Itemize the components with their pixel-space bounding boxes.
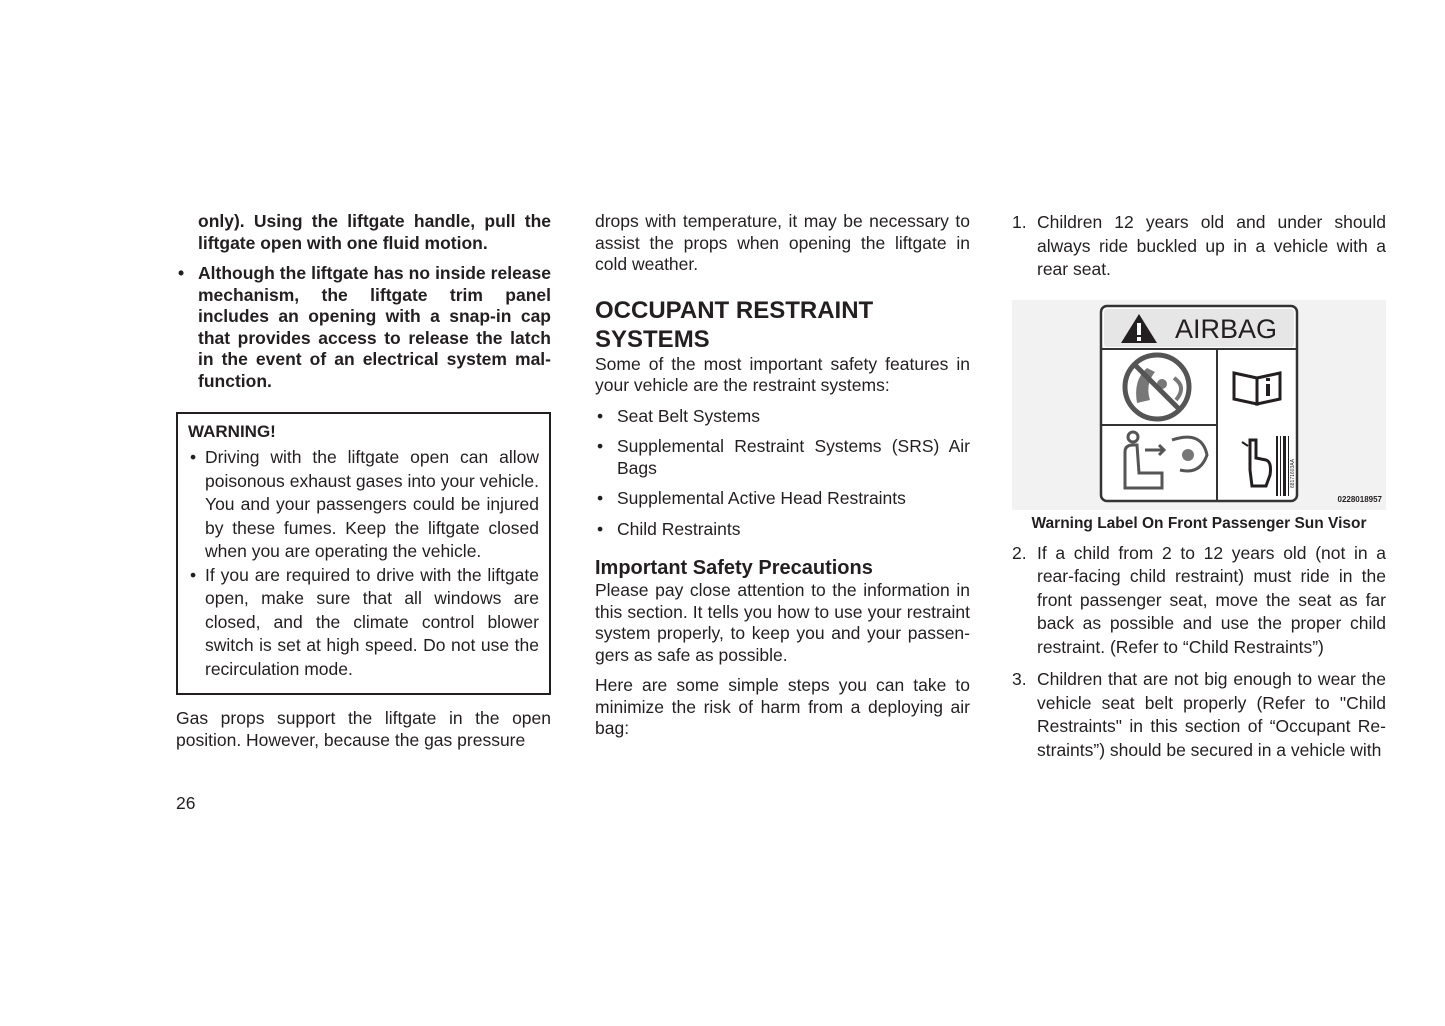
- numbered-item: [1012, 668, 1386, 762]
- bullet-text: Supplemental Restraint Systems (SRS) Air Bags: [617, 436, 970, 478]
- warning-box: [176, 412, 551, 695]
- left-column: [176, 211, 551, 751]
- label-title-text: AIRBAG: [1175, 313, 1278, 344]
- warning-item-text: If you are required to drive with the liftgate open, make sure that all windows are closed, and the climate control blower switch is set at high speed. Do not use the recirculation mode.: [205, 564, 539, 679]
- label-side-code: 68171603AA: [1290, 458, 1296, 488]
- bullet-item: [595, 519, 970, 541]
- steps-paragraph: Here are some simple steps you can take to minimize the risk of harm from a deploying air bag:: [595, 675, 970, 738]
- bullet-text: Seat Belt Systems: [617, 405, 760, 426]
- precautions-paragraph: Please pay close attention to the information in this section. It tells you how to use your restraint system properly, to keep you and your passengers as safe as possible.: [595, 580, 970, 665]
- page-number: 26: [176, 793, 196, 813]
- warning-item: [188, 446, 539, 564]
- item-number: 2.: [1012, 542, 1027, 563]
- section-heading: [595, 296, 970, 354]
- bullet-dot-icon: •: [597, 488, 604, 508]
- continued-paragraph: drops with temperature, it may be necessary to assist the props when opening the liftgate in cold weather.: [595, 211, 970, 274]
- middle-column: [595, 211, 970, 740]
- bullet-item: [595, 406, 970, 428]
- airbag-label-illustration: [1012, 300, 1386, 510]
- bullet-dot-icon: •: [190, 564, 197, 585]
- numbered-item: [1012, 211, 1386, 282]
- item-text: Children 12 years old and under should always ride buckled up in a vehicle with a rear seat.: [1037, 212, 1386, 279]
- no-rear-facing-child-seat-icon: [1125, 355, 1189, 419]
- numbered-item: [1012, 542, 1386, 660]
- warning-title: WARNING!: [188, 422, 276, 441]
- bullet-dot-icon: •: [190, 447, 197, 467]
- bullet-dot-icon: •: [178, 263, 185, 283]
- bullet-item: [176, 263, 551, 392]
- item-text: Children that are not big enough to wear the vehicle seat belt properly (Refer to "Child Restraints" in this section of “Occupant Restraints”) should be secured in a vehicle with: [1037, 669, 1386, 760]
- warning-item-text: Driving with the liftgate open can allow poisonous exhaust gases into your vehicle. You and your passengers could be injured by these fumes. Keep the liftgate closed when you are operating the vehicle.: [205, 447, 539, 561]
- section-heading-line: SYSTEMS: [595, 325, 710, 353]
- item-number: 3.: [1012, 669, 1027, 689]
- continued-bullet-text: only). Using the liftgate handle, pull the liftgate open with one fluid motion.: [198, 211, 551, 253]
- item-text: If a child from 2 to 12 years old (not in a rear-facing child restraint) must ride in the front passenger seat, move the seat as far back as possible and use the proper child restraint. (Refer to “Child Restraints”): [1037, 542, 1386, 657]
- figure-caption: Warning Label On Front Passenger Sun Visor: [1031, 514, 1367, 532]
- right-column: [1012, 211, 1386, 762]
- airbag-warning-label-figure: [1012, 300, 1386, 510]
- intro-paragraph: Some of the most important safety features in your vehicle are the restraint systems:: [595, 353, 970, 395]
- bullet-dot-icon: •: [597, 405, 604, 426]
- section-heading-line: OCCUPANT RESTRAINT: [595, 296, 874, 324]
- figure-code: 0228018957: [1337, 494, 1382, 504]
- gas-props-paragraph: Gas props support the liftgate in the open position. However, because the gas pressure: [176, 708, 551, 750]
- bullet-text: Child Restraints: [617, 518, 741, 539]
- item-number: 1.: [1012, 212, 1027, 232]
- bullet-text: Although the liftgate has no inside release mechanism, the liftgate trim panel includes an opening with a snap-in cap that provides access to release the latch in the event of an electrical system malfunction.: [198, 263, 551, 391]
- bullet-item: [595, 488, 970, 510]
- warning-item: [188, 564, 539, 682]
- subheading: Important Safety Precautions: [595, 557, 873, 579]
- bullet-dot-icon: •: [597, 518, 604, 539]
- bullet-item: [595, 436, 970, 479]
- bullet-text: Supplemental Active Head Restraints: [617, 488, 906, 508]
- bullet-dot-icon: •: [597, 436, 604, 456]
